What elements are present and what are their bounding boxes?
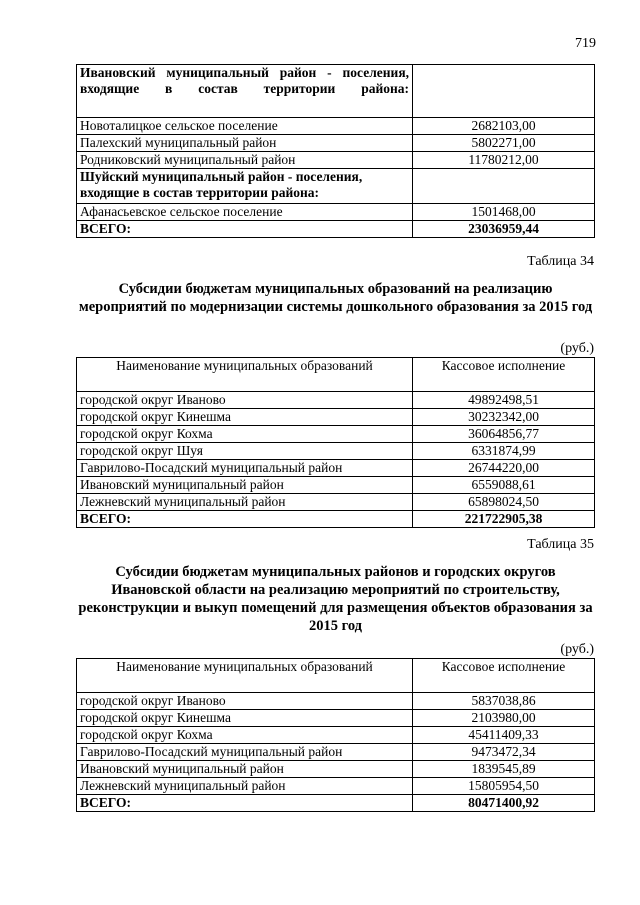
table-continuation [76, 64, 595, 238]
row-value: 15805954,50 [413, 778, 595, 795]
page-number: 719 [575, 36, 596, 51]
row-name: городской округ Шуя [77, 443, 413, 460]
row-value: 30232342,00 [413, 409, 595, 426]
row-value: 26744220,00 [413, 460, 595, 477]
row-name: городской округ Кохма [77, 727, 413, 744]
total-value: 80471400,92 [413, 795, 595, 812]
row-value: 6331874,99 [413, 443, 595, 460]
row-value: 1501468,00 [413, 204, 595, 221]
row-name: городской округ Иваново [77, 392, 413, 409]
row-name: Ивановский муниципальный район [77, 477, 413, 494]
row-name: Гаврилово-Посадский муниципальный район [77, 744, 413, 761]
row-value: 5802271,00 [413, 135, 595, 152]
row-name: Лежневский муниципальный район [77, 778, 413, 795]
row-name: Родниковский муниципальный район [77, 152, 413, 169]
row-name: Афанасьевское сельское поселение [77, 204, 413, 221]
table-row [77, 778, 595, 795]
total-value: 221722905,38 [413, 511, 595, 528]
total-row [77, 221, 595, 238]
row-value: 5837038,86 [413, 693, 595, 710]
table-header [77, 358, 595, 392]
table-row [77, 710, 595, 727]
table-row [77, 477, 595, 494]
table-row [77, 392, 595, 409]
group-header-row [77, 169, 595, 204]
table-row [77, 744, 595, 761]
group-title: Ивановский муниципальный район - поселения, входящие в состав территории района: [77, 65, 413, 118]
total-row [77, 511, 595, 528]
total-label: ВСЕГО: [77, 221, 413, 238]
table-row [77, 443, 595, 460]
row-value: 11780212,00 [413, 152, 595, 169]
table-row [77, 409, 595, 426]
row-value: 6559088,61 [413, 477, 595, 494]
row-value: 2682103,00 [413, 118, 595, 135]
total-label: ВСЕГО: [77, 511, 413, 528]
table-row [77, 118, 595, 135]
row-name: Ивановский муниципальный район [77, 761, 413, 778]
table-34 [76, 357, 595, 528]
table-row [77, 152, 595, 169]
table-row [77, 727, 595, 744]
col-header-name: Наименование муниципальных образований [77, 358, 413, 392]
table-row [77, 426, 595, 443]
row-name: Лежневский муниципальный район [77, 494, 413, 511]
table-34-label: Таблица 34 [527, 254, 594, 269]
table-row [77, 494, 595, 511]
row-name: городской округ Кинешма [77, 710, 413, 727]
table-row [77, 204, 595, 221]
table-row [77, 460, 595, 477]
table-35-unit: (руб.) [560, 642, 594, 657]
total-label: ВСЕГО: [77, 795, 413, 812]
group-header-row [77, 65, 595, 118]
row-name: Палехский муниципальный район [77, 135, 413, 152]
row-value: 65898024,50 [413, 494, 595, 511]
table-34-title: Субсидии бюджетам муниципальных образований на реализацию мероприятий по модернизации системы дошкольного образования за 2015 год [78, 281, 593, 315]
row-value: 45411409,33 [413, 727, 595, 744]
table-row [77, 761, 595, 778]
table-35-label: Таблица 35 [527, 537, 594, 552]
col-header-name: Наименование муниципальных образований [77, 659, 413, 693]
row-name: Новоталицкое сельское поселение [77, 118, 413, 135]
table-35 [76, 658, 595, 812]
table-row [77, 135, 595, 152]
table-header [77, 659, 595, 693]
col-header-value: Кассовое исполнение [413, 358, 595, 392]
row-name: городской округ Кохма [77, 426, 413, 443]
row-value: 9473472,34 [413, 744, 595, 761]
row-value: 2103980,00 [413, 710, 595, 727]
table-34-unit: (руб.) [560, 341, 594, 356]
row-value: 49892498,51 [413, 392, 595, 409]
row-name: городской округ Кинешма [77, 409, 413, 426]
row-value: 36064856,77 [413, 426, 595, 443]
row-name: Гаврилово-Посадский муниципальный район [77, 460, 413, 477]
row-value: 1839545,89 [413, 761, 595, 778]
row-name: городской округ Иваново [77, 693, 413, 710]
total-value: 23036959,44 [413, 221, 595, 238]
group-title: Шуйский муниципальный район - поселения, входящие в состав территории района: [77, 169, 413, 204]
table-35-title: Субсидии бюджетам муниципальных районов и городских округов Ивановской области на реализацию мероприятий по строительству, реконструкции и выкуп помещений для размещения объектов образования за 2015 год [78, 564, 593, 634]
col-header-value: Кассовое исполнение [413, 659, 595, 693]
total-row [77, 795, 595, 812]
table-row [77, 693, 595, 710]
